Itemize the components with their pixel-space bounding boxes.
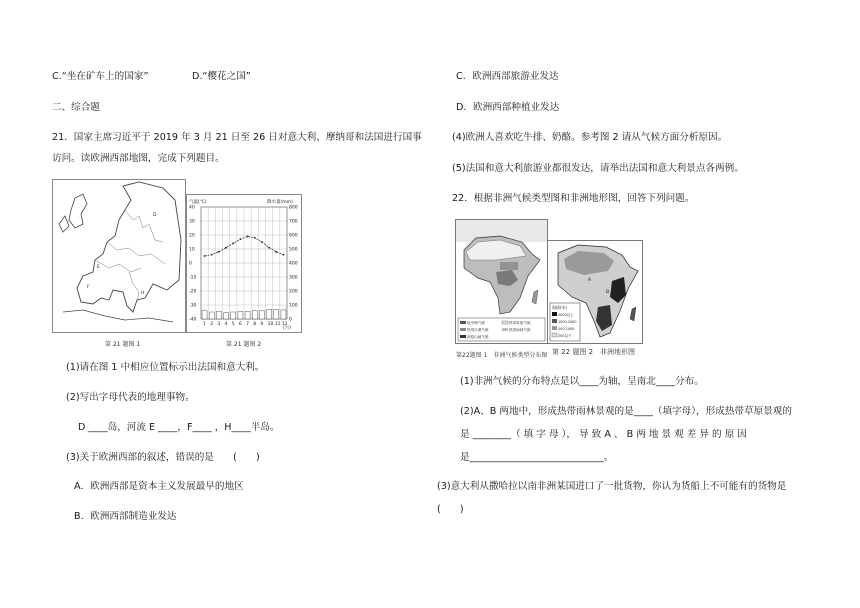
africa-climate-map — [456, 220, 547, 343]
precipitation-bar — [245, 311, 250, 319]
legend-item-0: 地中海气候 — [467, 321, 485, 325]
chart-month-unit: (月) — [283, 326, 292, 331]
y-right-tick: 800 — [289, 205, 298, 211]
y-right-tick: 500 — [289, 247, 298, 253]
svg-text:E: E — [97, 265, 100, 270]
climate-chart-figure — [186, 194, 302, 333]
q22-2-line3: 是____________________________。 — [460, 452, 614, 463]
elevation-title: 海拔(米) — [552, 305, 568, 310]
elevation-item-3: 200以下 — [558, 334, 572, 338]
africa-climate-figure — [455, 219, 548, 344]
elevation-item-2: 200-1000 — [558, 327, 575, 331]
fig2-caption: 第 21 题图 2 — [226, 341, 262, 348]
temperature-point — [247, 236, 249, 238]
fig1-caption: 第 21 题图 1 — [105, 341, 141, 348]
africa-terrain-figure — [547, 240, 643, 344]
q21-line1: 21．国家主席习近平于 2019 年 3 月 21 日至 26 日对意大利、摩纳哥和法国进行国事 — [52, 132, 422, 143]
x-tick: 8 — [253, 322, 257, 327]
precipitation-bar — [231, 312, 236, 319]
x-tick: 3 — [217, 322, 221, 327]
svg-text:H: H — [141, 291, 145, 296]
precipitation-bar — [238, 311, 243, 319]
svg-text:B: B — [606, 290, 610, 295]
y-left-tick: 20 — [189, 233, 195, 239]
q21-line2: 访问。读欧洲西部地图，完成下列题目。 — [52, 153, 225, 164]
x-tick: 5 — [231, 322, 235, 327]
q22-2-line2: 是 ________（ 填 字 母 ）， 导 致 A 、 B 两 地 景 观 差 异 的 原 因 — [460, 429, 747, 440]
legend-item-3: 热带雨林气候 — [509, 328, 531, 332]
q21-3-option-d: D．欧洲西部种植业发达 — [456, 102, 560, 113]
q21-4: (4)欧洲人喜欢吃牛排、奶酪。参考图 2 请从气候方面分析原因。 — [452, 132, 728, 143]
europe-map — [53, 180, 185, 332]
y-right-tick: 700 — [289, 219, 298, 225]
temperature-point — [225, 247, 227, 249]
svg-text:A: A — [588, 278, 592, 283]
y-left-tick: -10 — [189, 275, 197, 281]
y-left-tick: -30 — [189, 303, 197, 309]
temperature-point — [211, 254, 213, 256]
temperature-point — [232, 243, 234, 245]
q21-3-option-b: B．欧洲西部制造业发达 — [74, 511, 177, 522]
x-tick: 4 — [224, 322, 228, 327]
elevation-item-1: 1000-2000 — [558, 320, 577, 324]
svg-text:D: D — [153, 213, 157, 218]
elevation-item-0: 2000以上 — [558, 313, 574, 317]
precipitation-bar — [202, 311, 207, 319]
q22-2-line1: (2)A、B 两地中，形成热带雨林景观的是____（填字母），形成热带草原景观的 — [460, 406, 792, 417]
temperature-point — [254, 237, 256, 239]
temperature-point — [283, 254, 285, 256]
x-tick: 10 — [267, 322, 274, 327]
climate-chart — [187, 195, 301, 332]
temperature-point — [268, 247, 270, 249]
q21-2: (2)写出字母代表的地理事物。 — [66, 392, 195, 403]
q21-1: (1)请在图 1 中相应位置标示出法国和意大利。 — [66, 362, 265, 373]
temperature-point — [275, 251, 277, 253]
africa-terrain-map — [548, 241, 642, 343]
q21-3: (3)关于欧洲西部的叙述，错误的是 ( ) — [66, 452, 260, 463]
option-d: D.“樱花之国” — [192, 71, 251, 82]
legend-item-1: 热带草原气候 — [509, 321, 531, 325]
legend-item-2: 热带沙漠气候 — [467, 328, 489, 332]
y-left-tick: 40 — [189, 205, 195, 211]
y-right-tick: 600 — [289, 233, 298, 239]
y-right-tick: 300 — [289, 275, 298, 281]
temperature-point — [261, 241, 263, 243]
q21-2-blanks: D ____岛，河流 E ____，F____ ，H____半岛。 — [78, 422, 280, 433]
precipitation-bar — [216, 311, 221, 319]
temperature-point — [204, 255, 206, 257]
section-title: 二、综合题 — [52, 102, 100, 113]
precipitation-bar — [224, 313, 229, 319]
fig22-1-caption: 第22题图 1 非洲气候类型分布图 — [456, 352, 548, 359]
temperature-point — [240, 238, 242, 240]
y-left-tick: 10 — [189, 247, 195, 253]
europe-map-figure — [52, 179, 186, 333]
option-c: C.“坐在矿车上的国家” — [52, 71, 149, 82]
y-left-tick: -20 — [189, 289, 197, 295]
y-right-tick: 200 — [289, 289, 298, 295]
x-tick: 1 — [203, 322, 206, 327]
y-left-tick: 30 — [189, 219, 195, 225]
svg-text:F: F — [87, 285, 90, 290]
precipitation-bar — [252, 311, 257, 319]
temperature-point — [218, 251, 220, 253]
precipitation-bar — [259, 311, 264, 319]
q22-1: (1)非洲气候的分布特点是以____为轴，呈南北____分布。 — [460, 376, 704, 387]
q21-5: (5)法国和意大利旅游业都很发达，请举出法国和意大利景点各两例。 — [452, 163, 744, 174]
y-left-tick: 0 — [189, 261, 192, 267]
chart-right-label: 降水量(mm) — [267, 200, 293, 205]
precipitation-bar — [267, 309, 272, 319]
precipitation-bar — [274, 309, 279, 319]
y-right-tick: 400 — [289, 261, 298, 267]
fig22-2-caption: 第 22 题图 2 非洲地形图 — [552, 348, 636, 356]
y-left-tick: -40 — [189, 317, 197, 323]
x-tick: 6 — [238, 322, 242, 327]
precipitation-bar — [281, 310, 286, 319]
x-tick: 11 — [274, 322, 281, 327]
precipitation-bar — [209, 312, 214, 319]
x-tick: 7 — [246, 322, 249, 327]
x-tick: 2 — [210, 322, 214, 327]
legend-item-4: 高原山地气候 — [467, 335, 489, 339]
q22-3-line2: ( ) — [437, 504, 464, 515]
q21-3-option-a: A．欧洲西部是资本主义发展最早的地区 — [74, 481, 244, 492]
q21-3-option-c: C．欧洲西部旅游业发达 — [456, 71, 559, 82]
x-tick: 9 — [260, 322, 264, 327]
y-right-tick: 100 — [289, 303, 298, 309]
chart-left-label: 气温(℃) — [189, 200, 207, 205]
y-right-tick: 0 — [289, 317, 292, 323]
x-tick: 12 — [281, 322, 288, 327]
q22-title: 22．根据非洲气候类型图和非洲地形图，回答下列问题。 — [452, 193, 695, 204]
q22-3-line1: (3)意大利从撒哈拉以南非洲某国进口了一批货物，你认为货船上不可能有的货物是 — [437, 481, 787, 492]
